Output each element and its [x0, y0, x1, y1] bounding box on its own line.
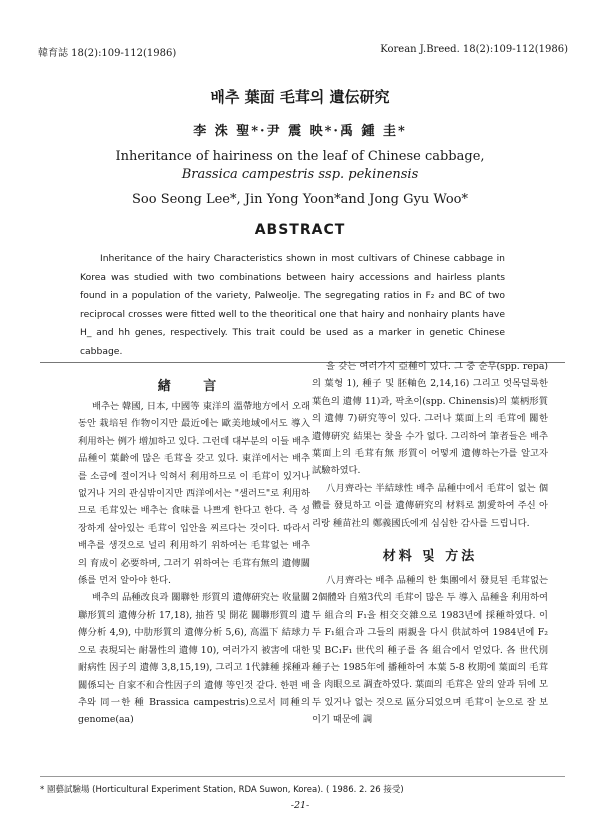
journal-citation-korean: 韓育誌 18(2):109-112(1986): [38, 48, 177, 59]
affiliation-footnote: * 園藝試驗場 (Horticultural Experiment Station, RDA Suwon, Korea). ( 1986. 2. 26 接受): [40, 785, 404, 795]
right-column: [312, 358, 548, 532]
page-number: -21-: [290, 800, 310, 811]
paper-title-english: [0, 148, 600, 184]
introduction-heading: 緖 言: [157, 379, 231, 394]
journal-citation-english: Korean J.Breed. 18(2):109-112(1986): [380, 44, 568, 55]
intro-paragraph-2: 배추의 品種改良과 關聯한 形質의 遺傳硏究는 收量關聯形質의 遺傳分析 17,18), 抽苔 및 開花 關聯形質의 遺傳分析 4,9), 中肋形質의 遺傳分析 5,6), 高溫下 結球力으로 表現되는 耐暑性의 遺傳 10), 여러가지 被害에 대한 耐病性 因子의 遺傳 3,8,15,19), 그리고 1代雜種 採種과 關係되는 自家不和合性因子의 遺傳 等인것 같다. 한편 배추와 同一한 種 Brassica campestris)으로서 同種의 genome(aa): [78, 592, 310, 726]
methods-paragraph: 八月齊라는 배추 品種의 한 集團에서 發見된 毛茸없는 2個體와 自殖3代의 毛茸이 많은 두 導入 品種을 利用하여 두 組合의 F₁을 相交交雜으로 1983년에 採種하였다. 이두 F₁組合과 그들의 兩親을 다시 供試하여 1984년에 F₂ 및 BC₁F₁ 世代의 種子를 各 組合에서 얻었다. 各 世代別 種子는 1985年에 播種하여 本葉 5-8 枚期에 葉面의 毛茸을 肉眼으로 調査하였다. 葉面의 毛茸은 앞의 앞과 뒤에 모두 있거나 없는 것으로 區分되었으며 毛茸이 눈으로 잘 보이기 때문에 調: [312, 575, 548, 726]
right-paragraph-1: 을 갖는 여러가지 亞種이 있다. 그 중 순무(spp. repa)의 葉형 1), 種子 및 胚軸色 2,14,16) 그리고 엇목덜룩한 葉色의 遺傳 11)과, 팍초이(spp. Chinensis)의 葉柄形質의 遺傳 7)研究等이 있다. 그러나 葉面上의 毛茸에 關한 遺傳硏究 結果는 찾을 수가 없다. 그리하여 筆者들은 배추 葉面上의 毛茸有無 形質이 어떻게 遺傳하는가를 알고자 試驗하였다.: [312, 361, 548, 477]
intro-paragraph-1: 배추는 韓國, 日本, 中國等 東洋의 溫帶地方에서 오래동안 栽培된 作物이지만 最近에는 歐美地域에서도 導入 利用하는 例가 增加하고 있다. 그런데 대부분의 이들 배추 品種이 葉齡에 많은 毛茸을 갖고 있다. 東洋에서는 배추를 소금에 절이거나 익혀서 利用하므로 이 毛茸이 있거나 없거나 거의 관심밖이지만 西洋에서는 "샐러드"로 利用하므로 毛茸있는 배추는 食味를 나쁘게 한다고 한다. 즉 성장하게 살아있는 毛茸이 입안을 찌르다는 것이다. 따라서 배추를 생것으로 널리 利用하기 위하여는 毛茸없는 배추의 育成이 必要하며, 그러기 위하여는 毛茸有無의 遺傳關係를 먼저 알아야 한다.: [78, 401, 310, 587]
abstract-heading: ABSTRACT: [254, 222, 346, 238]
methods-column: [312, 572, 548, 729]
footnote-divider: [40, 776, 565, 777]
abstract-text: Inheritance of the hairy Characteristics shown in most cultivars of Chinese cabbage in Korea was studied with two combinations between hairy accessions and hairless plants found in a population of the variety, Palweolje. The segregating ratios in F₂ and BC of two reciprocal crosses were fitted well to the theoritical one that hairy and nonhairy plants have H_ and hh genes, respectively. This trait could be used as a marker in genetic Chinese cabbage.: [80, 253, 505, 357]
methods-heading: 材料 및 方法: [382, 549, 478, 564]
acknowledgement-paragraph: 八月齊라는 半結球性 배추 品種中에서 毛茸이 없는 個體를 發見하고 이를 遺傳硏究의 材料로 割愛하여 주신 아리랑 種苗社의 鄭義國氏에게 심심한 감사를 드립니다.: [312, 482, 548, 529]
left-column: [78, 398, 310, 729]
authors-english: Soo Seong Lee*, Jin Yong Yoon*and Jong Gyu Woo*: [132, 192, 468, 207]
abstract-body: [80, 250, 505, 361]
english-title-line2: Brassica campestris ssp. pekinensis: [181, 167, 419, 182]
english-title-line1: Inheritance of hairiness on the leaf of Chinese cabbage,: [115, 149, 485, 164]
paper-title-korean: 배추 葉面 毛茸의 遺伝研究: [210, 88, 390, 106]
authors-korean: 李 洙 聖*·尹 震 映*·禹 鍾 圭*: [193, 124, 407, 139]
